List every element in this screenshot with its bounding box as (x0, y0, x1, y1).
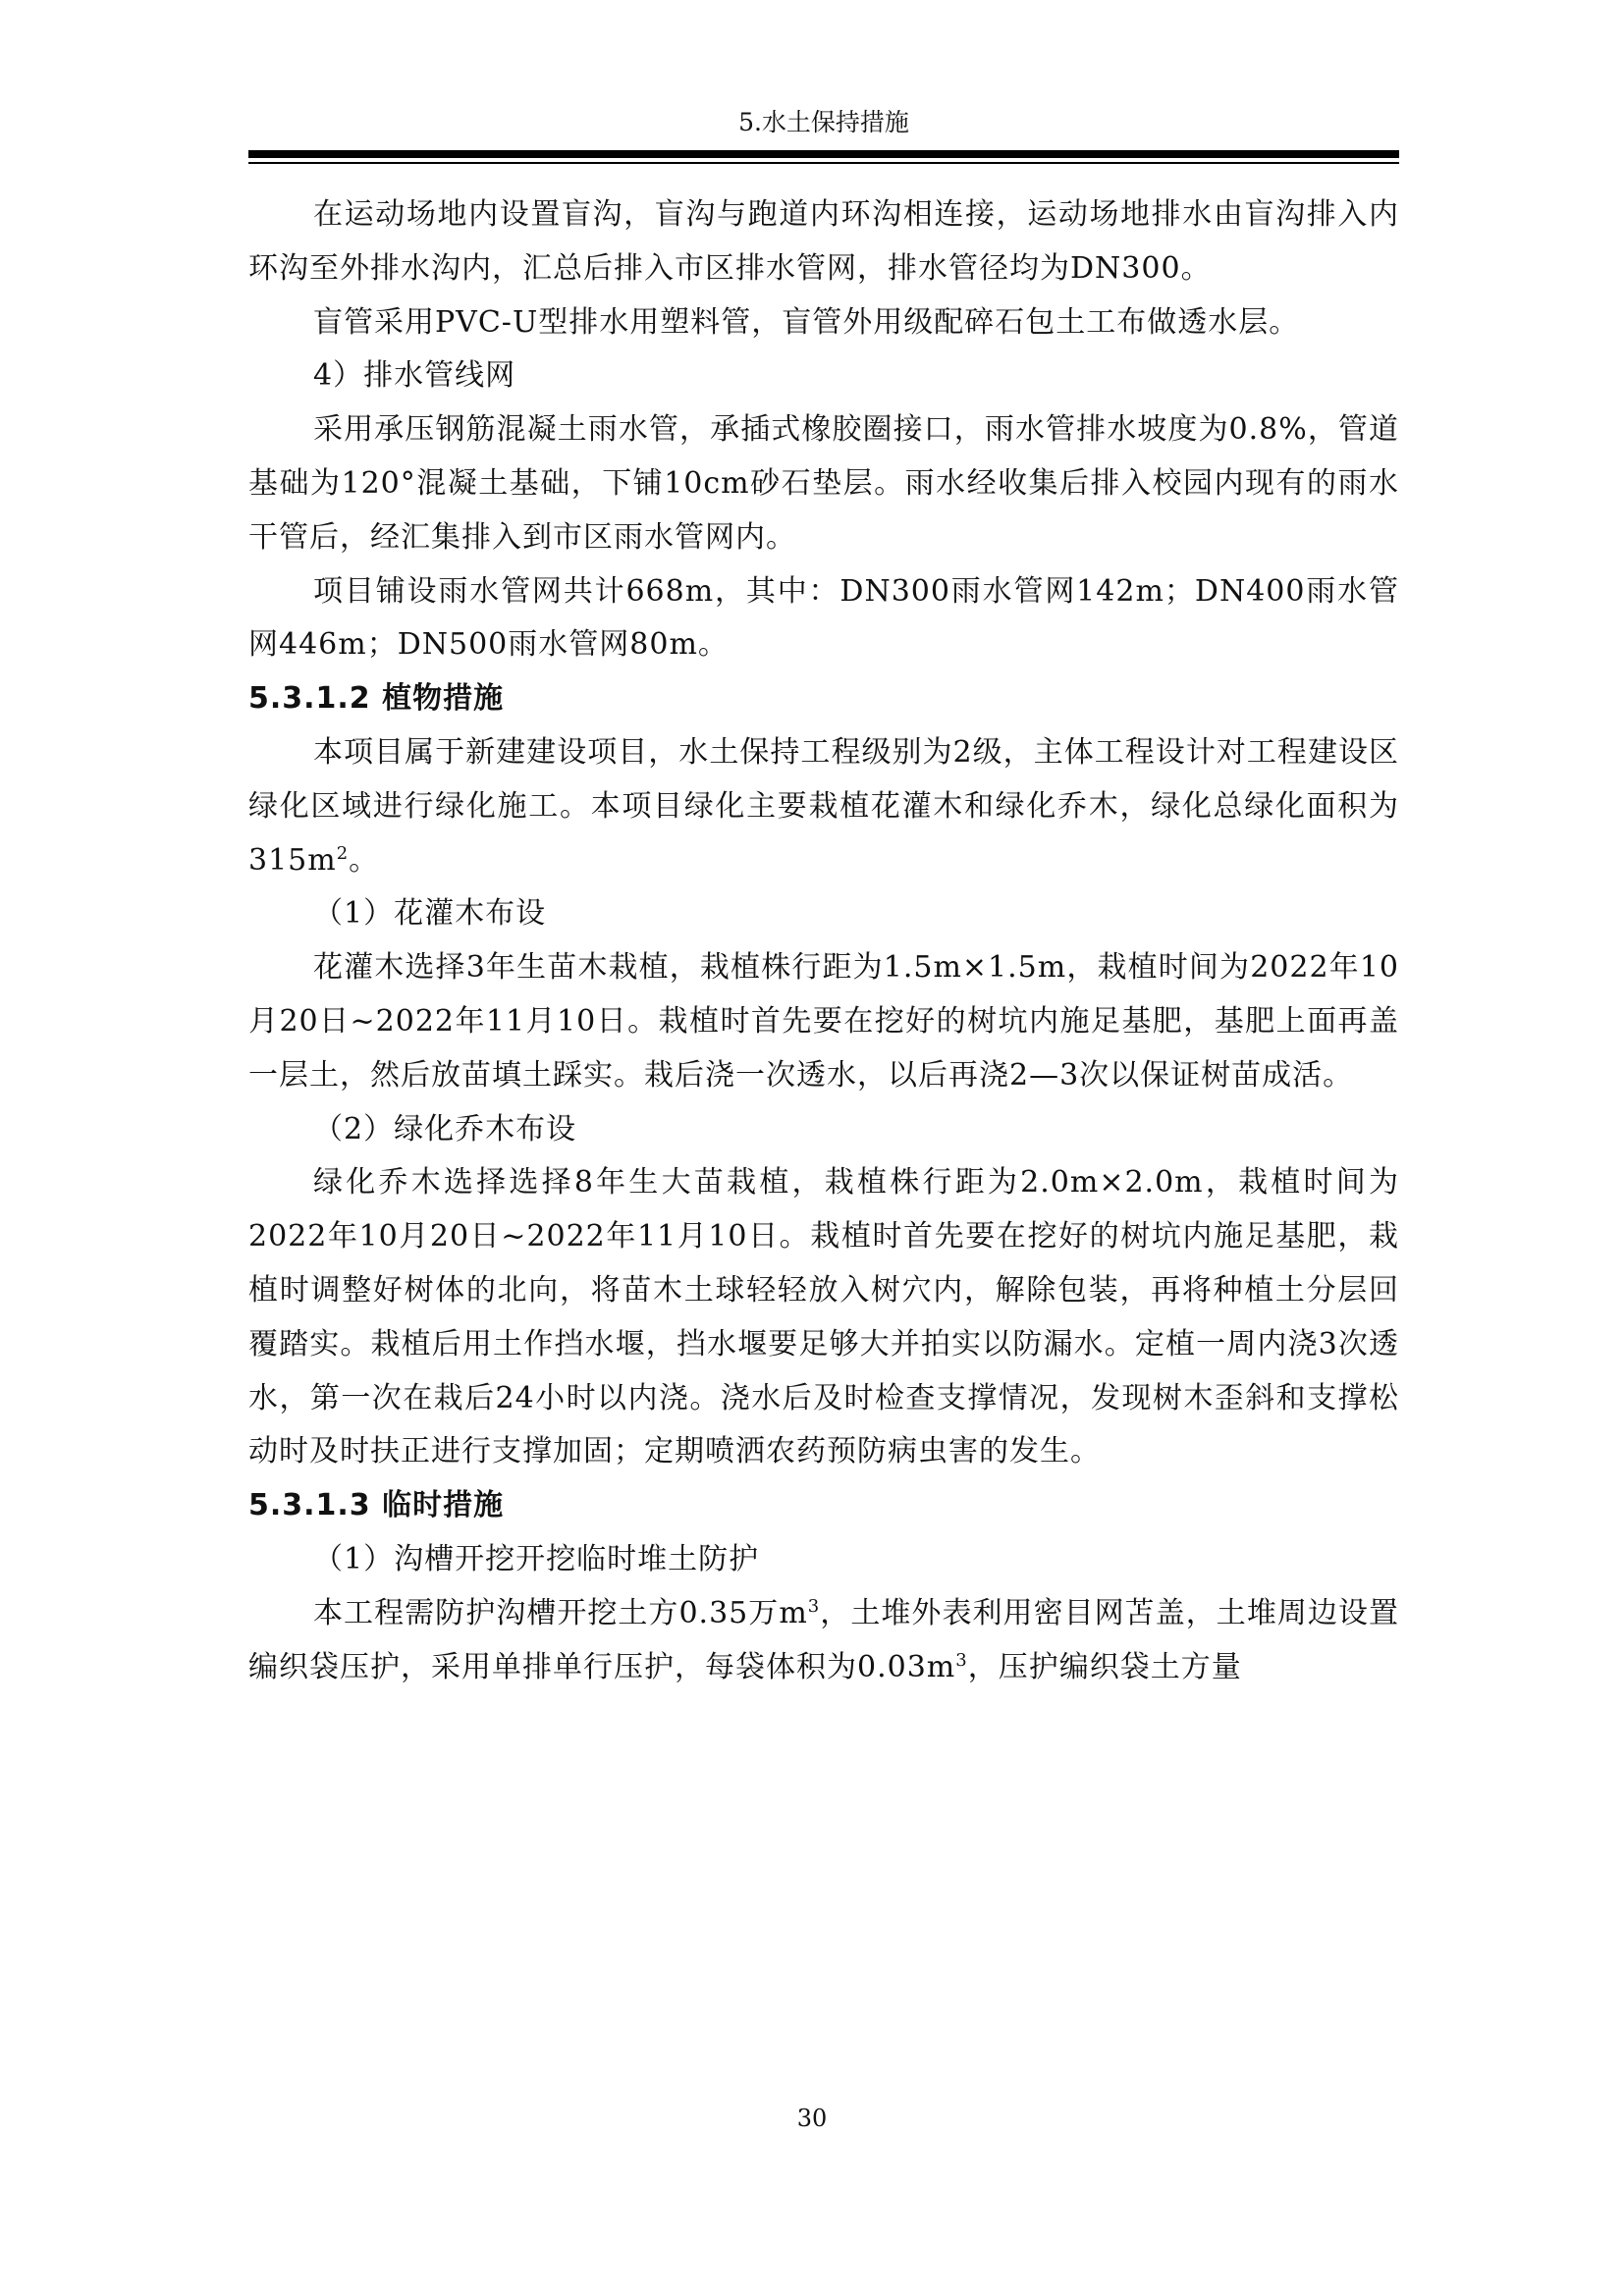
paragraph-trench-soil (248, 1587, 1399, 1695)
header-rule-thick (248, 150, 1399, 158)
trench-text-a: 本工程需防护沟槽开挖土方0.35万m (313, 1595, 808, 1630)
area-superscript: 2 (336, 842, 350, 864)
page-number: 30 (796, 2105, 828, 2132)
item-shrub-layout: （1）花灌木布设 (313, 896, 547, 932)
volume-superscript-1: 3 (807, 1595, 821, 1617)
paragraph-rain-pipe: 采用承压钢筋混凝土雨水管，承插式橡胶圈接口，雨水管排水坡度为0.8%，管道基础为120°混凝土基础，下铺10cm砂石垫层。雨水经收集后排入校园内现有的雨水干管后，经汇集排入到市区雨水管网内。 (248, 412, 1399, 555)
volume-superscript-2: 3 (955, 1649, 968, 1671)
paragraph-pipe-length: 项目铺设雨水管网共计668m，其中：DN300雨水管网142m；DN400雨水管网446m；DN500雨水管网80m。 (248, 573, 1399, 663)
body-text (248, 188, 1399, 1694)
running-header: 5.水土保持措施 (738, 108, 909, 136)
paragraph-greening (248, 726, 1399, 887)
section-heading-temporary-measures: 5.3.1.3 临时措施 (248, 1488, 505, 1523)
header-rule-thin (248, 162, 1399, 164)
paragraph-blind-pipe: 盲管采用PVC-U型排水用塑料管，盲管外用级配碎石包土工布做透水层。 (313, 304, 1300, 340)
item-drainage-network: 4）排水管线网 (313, 358, 516, 394)
paragraph-blind-ditch: 在运动场地内设置盲沟，盲沟与跑道内环沟相连接，运动场地排水由盲沟排入内环沟至外排水沟内，汇总后排入市区排水管网，排水管径均为DN300。 (248, 197, 1399, 286)
greening-text: 本项目属于新建建设项目，水土保持工程级别为2级，主体工程设计对工程建设区绿化区域进行绿化施工。本项目绿化主要栽植花灌木和绿化乔木，绿化总绿化面积为315m (248, 734, 1399, 878)
item-trench-protection: （1）沟槽开挖开挖临时堆土防护 (313, 1541, 760, 1576)
section-heading-plant-measures: 5.3.1.2 植物措施 (248, 681, 505, 717)
trench-text-b: ，土堆外表利用密目网苫盖，土堆周边设置编织袋压护，采用单排单行压护，每袋体积为0.03m (248, 1595, 1399, 1684)
item-tree-layout: （2）绿化乔木布设 (313, 1111, 577, 1147)
paragraph-tree: 绿化乔木选择选择8年生大苗栽植，栽植株行距为2.0m×2.0m，栽植时间为2022年10月20日~2022年11月10日。栽植时首先要在挖好的树坑内施足基肥，栽植时调整好树体的北向，将苗木土球轻轻放入树穴内，解除包装，再将种植土分层回覆踏实。栽植后用土作挡水堰，挡水堰要足够大并拍实以防漏水。定植一周内浇3次透水，第一次在栽后24小时以内浇。浇水后及时检查支撑情况，发现树木歪斜和支撑松动时及时扶正进行支撑加固；定期喷洒农药预防病虫害的发生。 (248, 1165, 1399, 1469)
trench-text-c: ，压护编织袋土方量 (967, 1649, 1242, 1684)
greening-end: 。 (349, 842, 380, 878)
paragraph-shrub: 花灌木选择3年生苗木栽植，栽植株行距为1.5m×1.5m，栽植时间为2022年10月20日~2022年11月10日。栽植时首先要在挖好的树坑内施足基肥，基肥上面再盖一层土，然后放苗填土踩实。栽后浇一次透水，以后再浇2—3次以保证树苗成活。 (248, 950, 1399, 1093)
